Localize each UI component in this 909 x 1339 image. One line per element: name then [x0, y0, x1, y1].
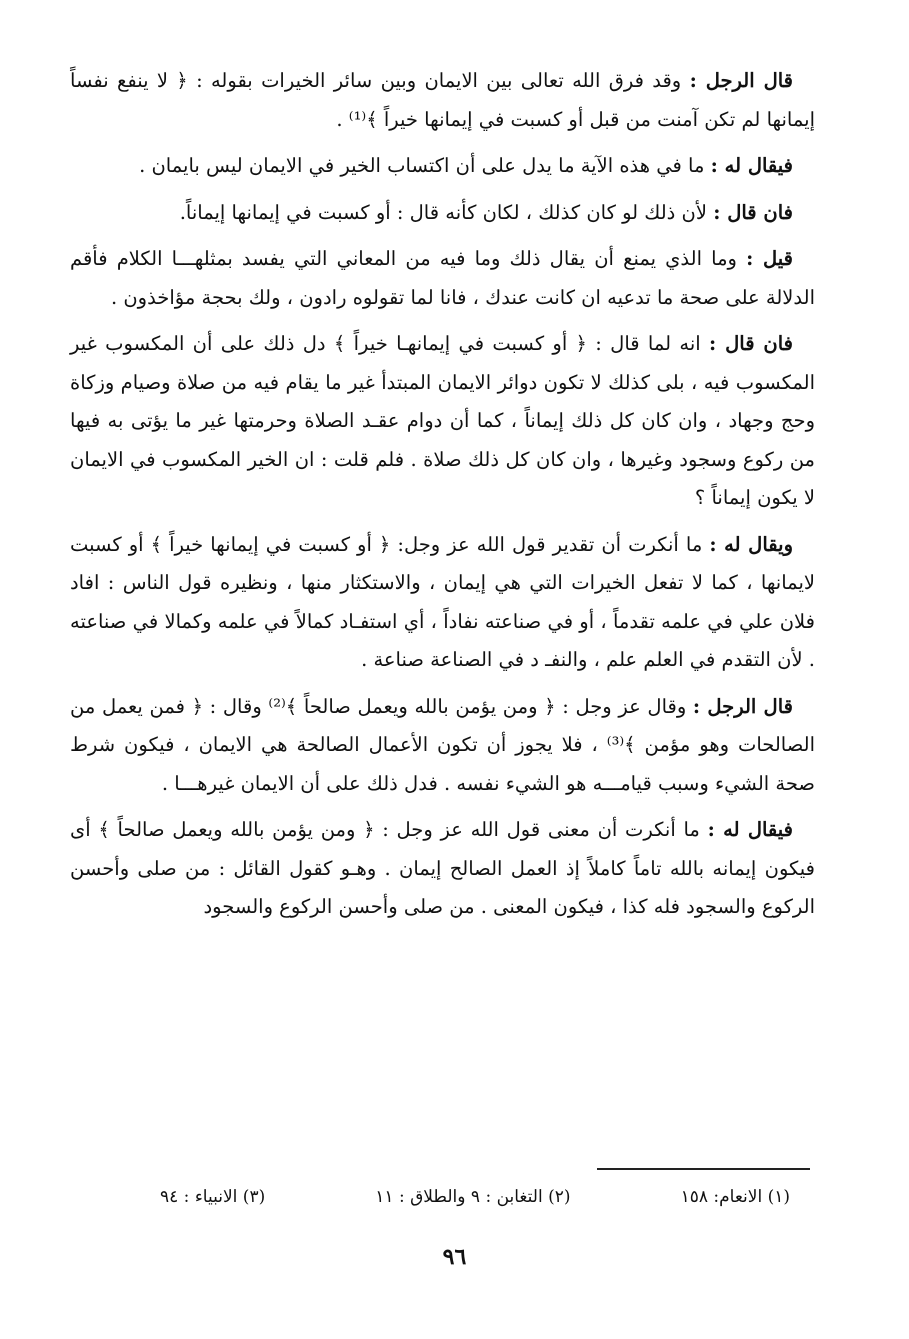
paragraph-lead: ويقال له :	[709, 532, 793, 556]
paragraph-lead: قيل :	[746, 247, 793, 270]
paragraph-3	[70, 194, 815, 233]
paragraph-lead: فان قال :	[713, 200, 793, 224]
paragraph-text: ما في هذه الآية ما يدل على أن اكتساب الخير في الايمان ليس بايمان .	[139, 154, 711, 177]
paragraph-7	[70, 688, 815, 804]
footnote-1: (١) الانعام: ١٥٨	[680, 1187, 790, 1207]
paragraph-text: انه لما قال : ﴿ أو كسبت في إيمانهـا خيراً ﴾ دل ذلك على أن المكسوب غير المكسوب فيه ، بلى كذلك لا تكون دوائر الايمان المبتدأ غير ما يقام فيه من صلاة وصيام وزكاة وحج وجهاد ، وان كان كل ذلك إيماناً ، كما أن دوام عقـد الصلاة وحرمتها غير ما يؤتى به فيها من ركوع وسجود وغيرها ، وان كان كل ذلك صلاة . فلم قلت : ان الخير المكسوب في الايمان لا يكون إيماناً ؟	[70, 332, 815, 509]
paragraph-text: وقال عز وجل : ﴿ ومن يؤمن بالله ويعمل صالحاً ﴾⁽²⁾ وقال : ﴿ فمن يعمل من الصالحات وهو مؤمن ﴾⁽³⁾ ، فلا يجوز أن تكون الأعمال الصالحة هي الايمان ، فيكون شرط صحة الشيء وسبب قيامـــه هو الشيء نفسه . فدل ذلك على أن الايمان غيرهـــا .	[70, 694, 815, 795]
paragraph-text: ما أنكرت أن تقدير قول الله عز وجل: ﴿ أو كسبت في إيمانها خيراً ﴾ أو كسبت لايمانها ، كما لا تفعل الخيرات التي هي إيمان ، والاستكثار منها ، ونظيره قول الناس : افاد فلان علي في علمه تقدماً ، أو في صناعته نفاداً ، أي استفـاد كمالاً في علمه وكمالا في صناعته . لأن التقدم في العلم علم ، والنفـ د في الصناعة صناعة .	[70, 532, 815, 671]
main-text	[70, 62, 815, 935]
paragraph-lead: قال الرجل :	[689, 69, 793, 92]
footnotes	[160, 1185, 790, 1209]
paragraph-4	[70, 240, 815, 317]
paragraph-5	[70, 325, 815, 518]
paragraph-8	[70, 811, 815, 927]
footnote-2: (٢) التغابن : ٩ والطلاق : ١١	[375, 1187, 571, 1207]
paragraph-lead: فان قال :	[708, 332, 793, 355]
paragraph-2	[70, 147, 815, 186]
paragraph-lead: فيقال له :	[707, 818, 794, 841]
paragraph-6	[70, 526, 815, 680]
paragraph-text: لأن ذلك لو كان كذلك ، لكان كأنه قال : أو كسبت في إيمانها إيماناً.	[179, 200, 714, 224]
paragraph-text: وما الذي يمنع أن يقال ذلك وما فيه من المعاني التي يفسد بمثلهـــا الكلام فأقم الدلالة على صحة ما تدعيه ان كانت عندك ، فانا لما تقولوه رادون ، ولك بحجة مؤاخذون .	[70, 247, 815, 309]
paragraph-lead: قال الرجل :	[692, 694, 793, 718]
paragraph-text: ما أنكرت أن معنى قول الله عز وجل : ﴿ ومن يؤمن بالله ويعمل صالحاً ﴾ أى فيكون إيمانه بالله تاماً كاملاً إذ العمل الصالح إيمان . وهـو كقول القائل : من صلى وأحسن الركوع والسجود فله كذا ، فيكون المعنى . من صلى وأحسن الركوع والسجود	[70, 818, 815, 918]
paragraph-1	[70, 62, 815, 139]
footnote-3: (٣) الانبياء : ٩٤	[160, 1187, 266, 1207]
page-number: ٩٦	[442, 1244, 467, 1270]
footnote-divider	[597, 1168, 810, 1170]
paragraph-text: وقد فرق الله تعالى بين الايمان وبين سائر الخيرات بقوله : ﴿ لا ينفع نفساً إيمانها لم تكن آمنت من قبل أو كسبت في إيمانها خيراً ﴾⁽¹⁾ .	[70, 69, 815, 131]
paragraph-lead: فيقال له :	[710, 154, 793, 177]
